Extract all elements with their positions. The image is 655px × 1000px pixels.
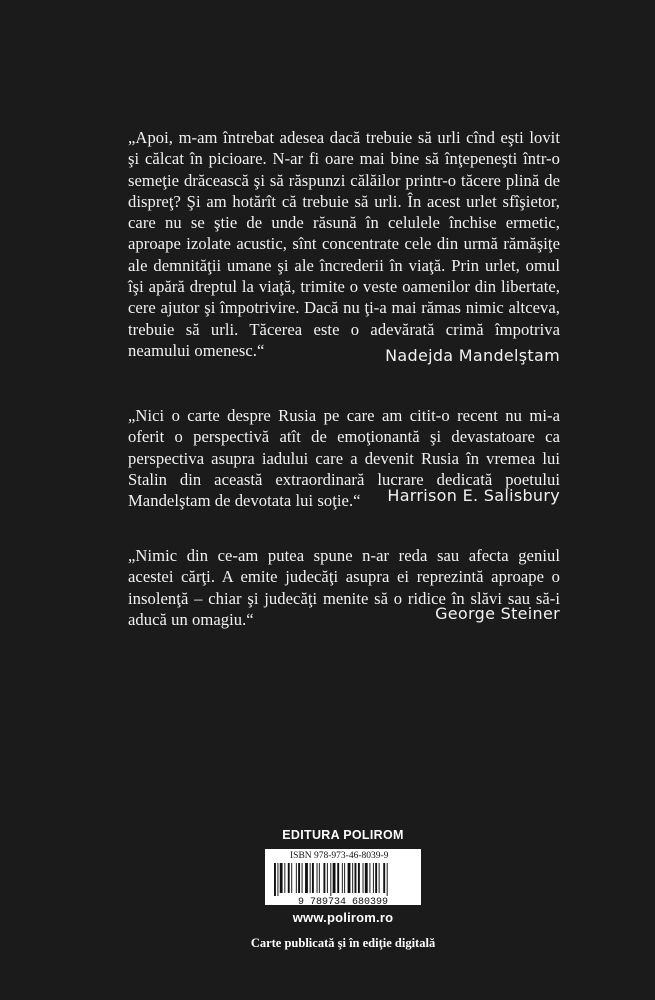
barcode-label <box>265 849 421 905</box>
barcode-bar <box>363 863 364 893</box>
barcode-bar <box>352 863 353 893</box>
barcode-bar <box>312 863 314 893</box>
quote-2-author: Harrison E. Salisbury <box>387 486 560 505</box>
barcode-bar <box>348 863 351 893</box>
isbn-text: ISBN 978-973-46-8039-9 <box>290 851 389 861</box>
barcode-bar <box>319 863 320 893</box>
barcode-bar <box>280 863 283 893</box>
barcode-bar <box>373 863 374 893</box>
barcode-bar <box>310 863 311 893</box>
quote-1-text: „Apoi, m-am întrebat adesea dacă trebuie să urli cînd eşti lovit şi călcat în picioare. N-ar fi oare mai bine să înţepeneşti într-o semeţie drăcească şi să răspunzi călăilor printr-o tăcere plină de dispreţ? Şi am hotărît că trebuie să urli. În acest urlet sfîşietor, care nu se ştie de unde răsună în celulele închise ermetic, aproape izolate acustic, sînt concentrate cele din urmă rămăşiţe ale demnităţii umane şi ale încrederii în viaţă. Prin urlet, omul îşi apără dreptul la viaţă, trimite o veste oamenilor din libertate, cere ajutor şi împotrivire. Dacă nu ţi-a mai rămas nimic altceva, trebuie să urli. Tăcerea este o adevărată crimă împotriva neamului omenesc.“ <box>128 128 560 360</box>
barcode-digits: 9 789734 680399 <box>297 897 389 905</box>
barcode-bar <box>355 863 357 893</box>
barcode-bar <box>344 863 345 893</box>
barcode-bar <box>337 863 339 893</box>
barcode-bar <box>298 863 300 893</box>
barcode-bar <box>383 863 385 893</box>
barcode-bar <box>330 863 331 896</box>
quote-1 <box>128 127 560 361</box>
publisher-website[interactable]: www.polirom.ro <box>292 910 394 925</box>
barcode-bar <box>365 863 368 893</box>
barcode-bar <box>274 863 276 896</box>
barcode-bar <box>358 863 360 893</box>
barcode-bar <box>277 863 278 896</box>
barcode-bar <box>342 863 343 893</box>
barcode-bar <box>333 863 336 893</box>
quote-1-author: Nadejda Mandelştam <box>385 346 560 365</box>
barcode-bar <box>323 863 325 893</box>
barcode-image <box>268 863 418 905</box>
quote-2-text: „Nici o carte despre Rusia pe care am citit-o recent nu mi-a oferit o perspectivă atît de emoţionantă şi devastatoare ca perspectiva asupra iadului care a devenit Rusia în vremea lui Stalin din această extraordinară lucrare dedicată poetului Mandelştam de devotata lui soţie.“ <box>128 406 560 511</box>
barcode-bar <box>291 863 292 893</box>
barcode-bar <box>317 863 318 893</box>
barcode-bar <box>288 863 290 893</box>
barcode-bar <box>305 863 308 893</box>
quote-3-text: „Nimic din ce-am putea spune n-ar reda sau afecta geniul acestei cărţi. A emite judecăţi asupra ei reprezintă aproape o insolenţă – chiar şi judecăţi menite să o ridice în slăvi sau să-i aducă un omagiu.“ <box>128 546 560 629</box>
quote-3-author: George Steiner <box>435 604 560 623</box>
barcode-bar <box>296 863 297 893</box>
barcode-bar <box>369 863 370 893</box>
barcode-bar <box>375 863 377 893</box>
barcode-bar <box>327 863 328 893</box>
barcode-bar <box>284 863 285 893</box>
publisher-name: EDITURA POLIROM <box>282 828 404 842</box>
digital-edition-note: Carte publicată şi în ediţie digitală <box>250 936 436 950</box>
barcode-bar <box>379 863 380 893</box>
barcode-bar <box>387 863 388 896</box>
barcode-bar <box>302 863 303 893</box>
